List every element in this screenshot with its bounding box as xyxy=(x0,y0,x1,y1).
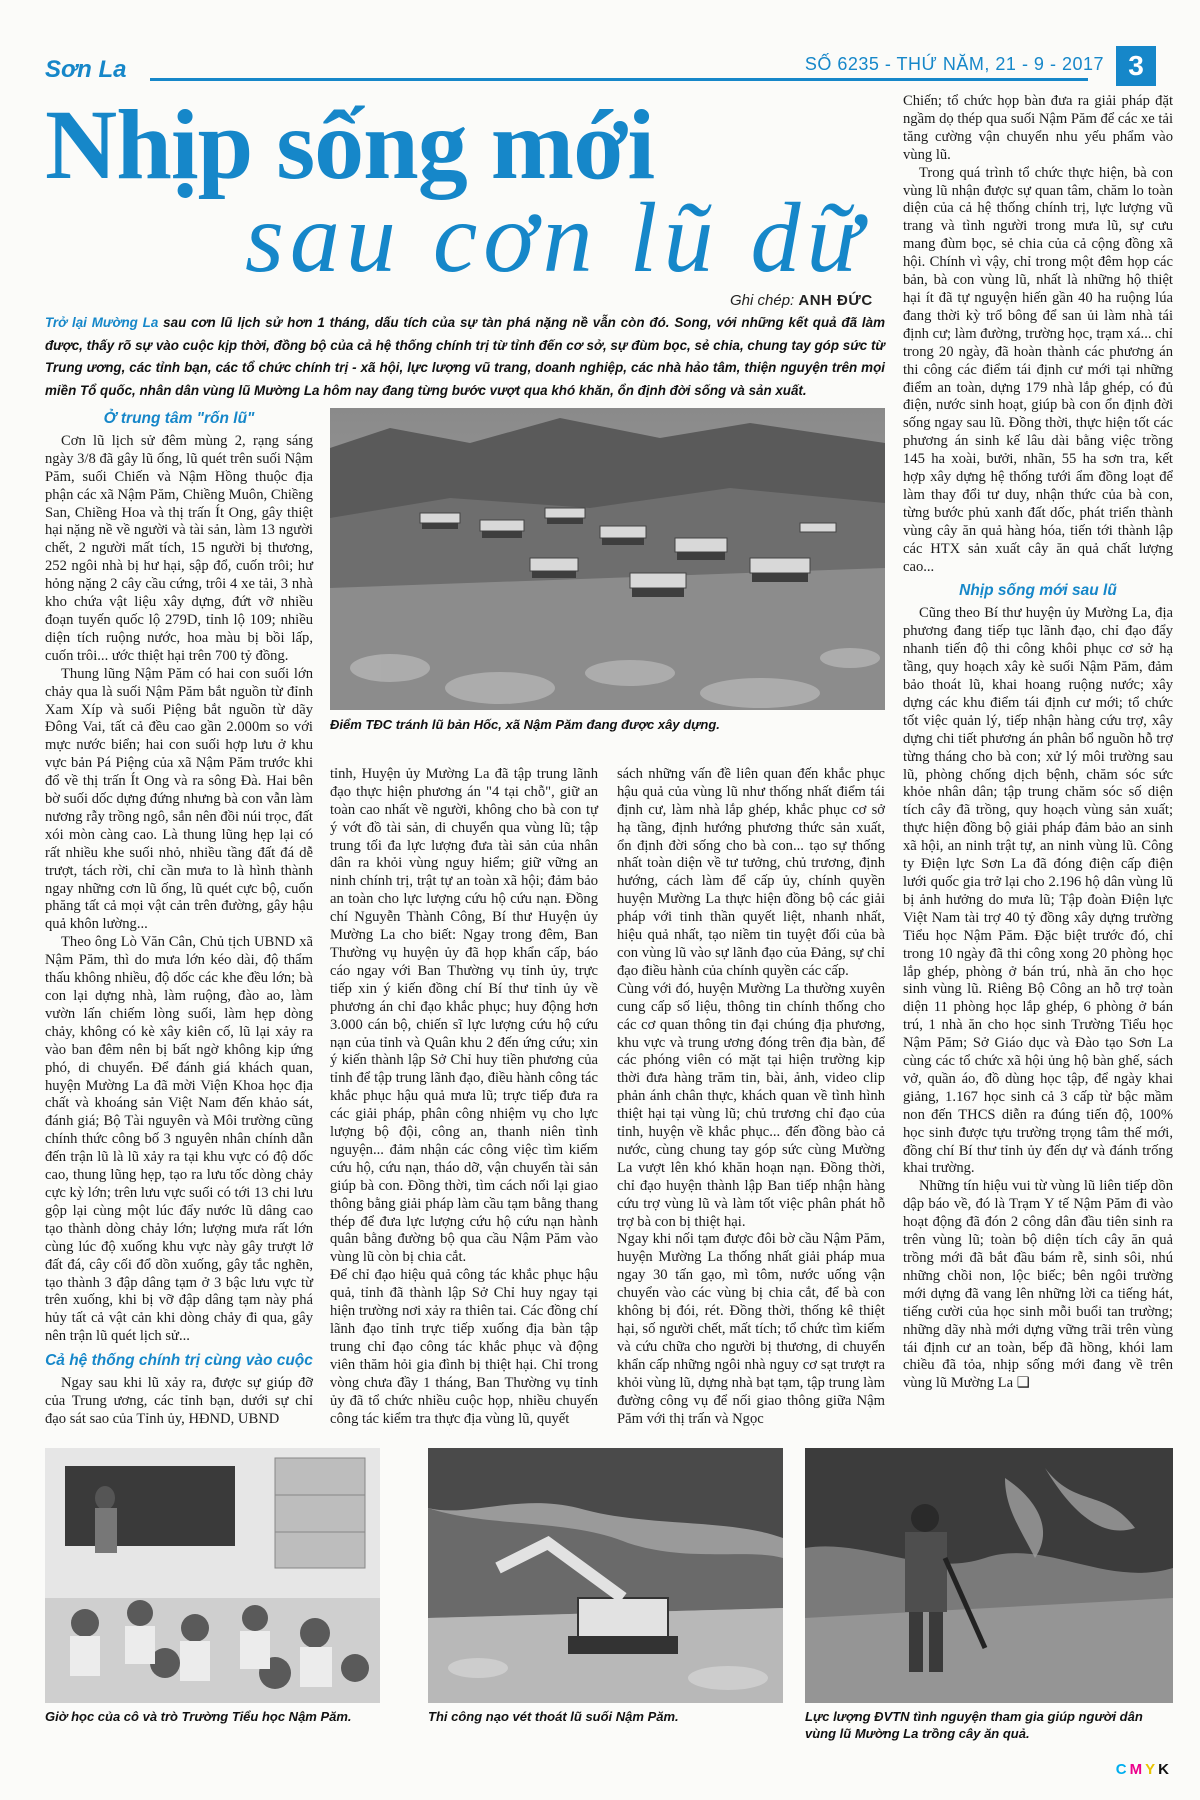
paragraph: Cơn lũ lịch sử đêm mùng 2, rạng sáng ngày 3/8 đã gây lũ ống, lũ quét trên suối Nậm Păm, suối Chiến và Nậm Hồng thuộc địa phận các xã Nậm Păm, Chiềng Muôn, Chiềng San, Chiềng Hoa và thị trấn Ít Ong, gây thiệt hại nặng nề về người và tài sản, làm 13 người chết, 2 người mất tích, 15 người bị thương, 252 ngôi nhà bị hư hại, sập đổ, cuốn trôi; hư hỏng nặng 2 cây cầu cứng, trôi 4 xe tải, 3 nhà kho chứa vật liệu xây dựng, đứt vỡ nhiều đoạn tuyến quốc lộ 279D, tỉnh lộ 109; nhiều diện tích ruộng nước, hoa màu bị bồi lấp, cuốn trôi... ước thiệt hại trên 700 tỷ đồng. xyxy=(45,432,313,664)
headline-line-1: Nhịp sống mới xyxy=(45,89,655,200)
cmyk-c: C xyxy=(1115,1761,1130,1778)
lead-text: sau cơn lũ lịch sử hơn 1 tháng, dấu tích của sự tàn phá nặng nề vẫn còn đó. Song, với những kết quả đã làm được, thấy rõ sự vào cuộc kịp thời, đồng bộ của cả hệ thống chính trị từ tỉnh đến cơ sở, sự đùm bọc, sẻ chia, chung tay góp sức từ Trung ương, các tỉnh bạn, các tổ chức chính trị - xã hội, lực lượng vũ trang, doanh nghiệp, các nhà hảo tâm, thiện nguyện trên mọi miền Tổ quốc, nhân dân vùng lũ Mường La hôm nay đang từng bước vượt qua khó khăn, ổn định đời sống và sản xuất. xyxy=(45,315,885,398)
paragraph: Những tín hiệu vui từ vùng lũ liên tiếp dồn dập báo về, đó là Trạm Y tế Nậm Păm đi vào hoạt động đã đón 2 công dân đầu tiên sinh ra trên vùng lũ; toàn bộ diện tích cây ăn quả trồng mới đã bắt đầu bám rễ, sinh sôi, nhú những chồi non, lộc biếc; bên ngôi trường mới dựng đã vang lên những lời ca tiếng hát, tiếng cười của học sinh mỗi buổi tan trường; những dãy nhà mới dựng vững trãi trên vùng tái định cư an toàn, bếp đã hồng, khói lam chiều đã tỏa, nhịp sống mới đang về trên vùng lũ Mường La ❑ xyxy=(903,1178,1173,1392)
caption-excavation: Thi công nạo vét thoát lũ suối Nậm Păm. xyxy=(428,1709,679,1724)
paragraph: Cũng theo Bí thư huyện ủy Mường La, địa phương đang tiếp tục lãnh đạo, chỉ đạo đẩy nhanh tiến độ thi công khôi phục cơ sở hạ tầng, quy hoạch xây kè suối Nậm Păm, đảm bảo thoát lũ, khai hoang ruộng nước; xây dựng các khu điểm tái định cư mới; tổ chức tốt việc quản lý, tiếp nhận hàng cứu trợ, xây dựng chi tiết phương án phân bổ nguồn hỗ trợ từng tháng cho bà con; xử lý môi trường sau lũ, phòng chống dịch bệnh, chăm sóc sức khỏe nhân dân; tập trung chăm sóc số diện tích cây đã trồng, quy hoạch vùng sản xuất; thực hiện đồng bộ giải pháp đảm bảo an sinh xã hội, an ninh trật tự, an ninh vùng lũ. Công ty Điện lực Sơn La đã đóng điện cấp điện lưới quốc gia trở lại cho 2.196 hộ dân vùng lũ bị ảnh hưởng do mưa lũ; Tập đoàn Điện lực Việt Nam tài trợ 40 tỷ đồng xây dựng trường Tiểu học Nậm Păm. Đặc biệt trước đó, chỉ trong 10 ngày đã thi công xong 20 phòng học lắp ghép, phòng ở bán trú, nhà ăn cho học sinh vùng lũ. Riêng Bộ Công an hỗ trợ toàn diện 11 phòng học lắp ghép, 6 phòng ở bán trú, 1 nhà ăn cho học sinh Trường Tiểu học Nậm Păm; Sở Giáo dục và Đào tạo Sơn La cùng các tổ chức xã hội ủng hộ bàn ghế, sách vở, quần áo, đồ dùng học tập, để ngày khai giảng, 1.167 học sinh cả 3 cấp từ bậc mầm non đến THCS diễn ra đúng tiến độ, 100% học sinh được tựu trường trọng tâm thế mới, đồng chí Bí thư tỉnh ủy đến dự và đánh trống khai trường. xyxy=(903,605,1173,1177)
section-name: Sơn La xyxy=(45,56,127,83)
column-3 xyxy=(617,748,885,1446)
photo-excavation xyxy=(428,1448,783,1703)
subheading-flood-center: Ở trung tâm "rốn lũ" xyxy=(103,410,255,427)
page-number: 3 xyxy=(1116,46,1156,86)
photo-resettlement-site xyxy=(330,408,885,710)
byline xyxy=(730,292,873,309)
headline-line-2: sau cơn lũ dữ xyxy=(245,182,867,293)
lead-first-words: Trở lại Mường La xyxy=(45,315,159,330)
paragraph: Ngay sau khi lũ xảy ra, được sự giúp đỡ của Trung ương, các tỉnh bạn, dưới sự chỉ đạo sát sao của Tỉnh ủy, HĐND, UBND xyxy=(45,1375,313,1427)
photo-classroom xyxy=(45,1448,380,1703)
photo-planting xyxy=(805,1448,1173,1703)
cmyk-y: Y xyxy=(1145,1761,1159,1778)
column-1 xyxy=(45,408,313,1429)
paragraph-block: sách những vấn đề liên quan đến khắc phục hậu quả của vùng lũ như thống nhất điểm tái định cư, làm nhà lắp ghép, khắc phục cơ sở hạ tầng, định hướng phương thức sản xuất, ổn định đời sống cho bà con... tạo sự thống nhất toàn diện về tư tưởng, chủ trương, định hướng, cách làm để cấp ủy, chính quyền huyện Mường La thực hiện đồng bộ các giải pháp với tinh thần quyết liệt, nhanh nhất, hiệu quả nhất, tạo niềm tin tuyệt đối của bà con vùng lũ vào sự lãnh đạo của Đảng, sự chỉ đạo điều hành của chính quyền các cấp. Cùng với đó, huyện Mường La thường xuyên cung cấp số liệu, thông tin chính thống cho các cơ quan thông tin đại chúng địa phương, khu vực và trung ương đóng trên địa bàn, để các phóng viên có mặt tại hiện trường kịp thời đưa hàng trăm tin, bài, ảnh, video clip phản ánh chân thực, khách quan về tình hình thiệt hại tại vùng lũ; chủ trương chỉ đạo của tỉnh, huyện về khắc phục... đến đồng bào cả nước, cùng chung tay góp sức cùng Mường La vượt lên khó khăn hoạn nạn. Đồng thời, chỉ đạo huyện thành lập Ban tiếp nhận hàng cứu trợ vùng lũ và làm tốt việc phân phát hỗ trợ bà con bị thiệt hại. Ngay khi nối tạm được đôi bờ cầu Nậm Păm, huyện Mường La thống nhất giải pháp mua ngay 30 tấn gạo, mì tôm, nước uống vận chuyển vào các vùng bị chia cắt, để bà con không bị đói, rét. Đồng thời, thống kê thiệt hại, số người chết, mất tích; tổ chức tìm kiếm và cứu chữa cho người bị thương, di chuyển khẩn cấp những ngôi nhà nguy cơ sạt trượt ra khỏi vùng lũ, dựng nhà bạt tạm, tập trung làm đường công vụ để nối giao thông giữa Nậm Păm với thị trấn và Ngọc xyxy=(617,765,885,1427)
paragraph-block: tỉnh, Huyện ủy Mường La đã tập trung lãnh đạo thực hiện phương án "4 tại chỗ", giữ an toàn cao nhất về người, không cho bà con tự ý vớt đồ tài sản, di chuyển qua vùng lũ; tập trung tối đa lực lượng đưa tài sản của nhân dân ra khỏi vùng nguy hiểm; giữ vững an ninh chính trị, trật tự an toàn xã hội; đảm bảo an toàn cho lực lượng cứu hộ cứu nạn. Đồng chí Nguyễn Thành Công, Bí thư Huyện ủy Mường La cho biết: Ngay trong đêm, Ban Thường vụ huyện ủy đã họp khẩn cấp, báo cáo ngay với Ban Thường vụ tỉnh ủy, trực tiếp xin ý kiến đồng chí Bí thư tỉnh ủy về phương án chỉ đạo khắc phục; huy động hơn 3.000 cán bộ, chiến sĩ lực lượng cứu hộ cứu nạn của tỉnh và Quân khu 2 đến ứng cứu; xin ý kiến thành lập Sở Chỉ huy tiền phương của tỉnh để tập trung lãnh đạo, điều hành công tác khắc phục hậu quả mưa lũ; trực tiếp đưa ra các giải pháp, phân công nhiệm vụ cho lực lượng bộ đội, công an, thanh niên tình nguyện... đảm nhận các công việc tìm kiếm cứu hộ, cứu nạn, tháo dỡ, vận chuyển tài sản giúp bà con. Đồng thời, tìm cách nối lại giao thông bằng giải pháp làm cầu tạm bằng thang thép để đưa lực lượng cứu hộ cứu nạn hành quân bằng đường bộ qua cầu Nậm Păm vào vùng lũ còn bị chia cắt. Để chỉ đạo hiệu quả công tác khắc phục hậu quả, tỉnh đã thành lập Sở Chỉ huy ngay tại hiện trường nơi xảy ra thiên tai. Các đồng chí lãnh đạo tỉnh trực tiếp xuống địa bàn tập trung chỉ đạo công tác khắc phục và động viên thăm hỏi gia đình bị thiệt hại. Chỉ trong vòng chưa đầy 1 tháng, Ban Thường vụ tỉnh ủy đã tổ chức nhiều cuộc họp, nhiều chuyến công tác kiểm tra thực địa vùng lũ, quyết xyxy=(330,765,598,1427)
cmyk-marks xyxy=(1116,1761,1172,1778)
caption-planting: Lực lượng ĐVTN tình nguyện tham gia giúp người dân vùng lũ Mường La trồng cây ăn quả. xyxy=(805,1709,1143,1741)
section-rule xyxy=(150,78,1088,81)
paragraph: Thung lũng Nậm Păm có hai con suối lớn chảy qua là suối Nậm Păm bắt nguồn từ đỉnh Xam Xíp và suối Piệng bắt nguồn từ dãy Đông Vai, tất cả đều cao gần 2.000m so với mực nước biển; hai con suối hợp lưu ở khu vực bản Pá Piệng của xã Nậm Păm trước khi đổ về thị trấn Ít Ong và ra sông Đà. Hai bên bờ suối dốc dựng đứng nhưng bà con vẫn làm nương rẫy trồng ngô, sắn nên đồi núi trọc, đất xói mòn càng cao. Là thung lũng hẹp lại có rất nhiều khe suối nhỏ, nhiều tầng đất đá dễ trượt, tách rời, chỉ cần mưa to là hình thành ngay những cơn lũ ống, lũ quét cực bộ, cuốn phăng tất cả mọi vật cản trên đường, gây hậu quả khôn lường... xyxy=(45,665,313,933)
column-2 xyxy=(330,748,598,1446)
caption-classroom: Giờ học của cô và trò Trường Tiểu học Nậm Păm. xyxy=(45,1709,352,1724)
paragraph: Trong quá trình tổ chức thực hiện, bà con vùng lũ nhận được sự quan tâm, chăm lo toàn diện của cả hệ thống chính trị, lực lượng vũ trang và tình người trong mưa lũ, sự cưu mang đùm bọc, sẻ chia của cả cộng đồng xã hội. Chính vì vậy, chỉ trong một đêm họp các bản, bà con vùng lũ, nhất là những hộ thiệt hại ít đã tự nguyện hiến gần 40 ha ruộng lúa đang thời kỳ trổ bông để san ủi làm nhà tái định cư; làm đường, trường học, trạm xá... chỉ trong 20 ngày, đã hoàn thành các phương án thi công các điểm tái định cư mới tại những điểm an toàn, dựng 179 nhà lắp ghép, có đủ điện, nước sinh hoạt, giúp bà con ổn định đời sống ngay sau lũ. Đồng thời, thực hiện tốt các phương án sinh kế lâu dài bằng việc trồng 145 ha xoài, bưởi, nhãn, 55 ha sơn tra, kết hợp xây dựng hệ thống tưới ẩm đồng loạt để làm thay đổi tư duy, nhận thức của bà con, từng bước phủ xanh đất dốc, phát triển thành vùng cây ăn quả hàng hóa, tiến tới thành lập các HTX sản xuất cây ăn quả chất lượng cao... xyxy=(903,164,1173,575)
paragraph: Theo ông Lò Văn Cân, Chủ tịch UBND xã Nậm Păm, thì do mưa lớn kéo dài, độ thẩm thấu không nhiều, độ dốc các khe đều lớn; bà con lại dựng nhà, làm ruộng, đào ao, làm vườn lấn chiếm lòng suối, làm hẹp dòng chảy, không có kè xây kiên cố, lũ lại xảy ra vào ban đêm nên bị bất ngờ không kịp ứng phó, di chuyển. Để đánh giá khách quan, huyện Mường La đã mời Viện Khoa học địa chất và khoáng sản Việt Nam đến khảo sát, đánh giá; Bộ Tài nguyên và Môi trường cũng chính thức công bố 3 nguyên nhân chính dẫn đến trận lũ là lũ xảy ra tại khu vực có độ dốc cao, thung lũng hẹp, tạo ra lưu tốc dòng chảy cực kỳ lớn; trên lưu vực suối có tới 13 chi lưu gộp lại cùng một lúc đẩy nước lũ dâng cao tạo thành dòng chảy lớn; lượng mưa rất lớn cùng lúc độ xuống khu vực này gây trượt lở đất đá, cây cối đổ dồn xuống, gây tắc nghẽn, tạo thành 3 đập dâng tạm ở 3 bậc lưu vực từ trên xuống, khi bị vỡ đập dâng tạm này phá hủy tất cả vật cản khi dòng chảy đi qua, gây nên trận lũ quét lịch sử... xyxy=(45,934,313,1345)
issue-info: SỐ 6235 - THỨ NĂM, 21 - 9 - 2017 xyxy=(804,54,1104,74)
paragraph: Chiến; tổ chức họp bàn đưa ra giải pháp đặt ngầm dọ thép qua suối Nậm Păm để các xe tải tăng cường vận chuyển nhu yếu phẩm vào vùng lũ. xyxy=(903,93,1173,163)
cmyk-m: M xyxy=(1129,1761,1146,1778)
byline-label: Ghi chép: xyxy=(730,292,795,309)
caption-main-photo: Điểm TĐC tránh lũ bản Hốc, xã Nậm Păm đang được xây dựng. xyxy=(330,717,720,732)
article-lead xyxy=(45,312,885,402)
subheading-new-life: Nhịp sống mới sau lũ xyxy=(959,582,1117,600)
cmyk-k: K xyxy=(1158,1761,1172,1778)
subheading-political-system: Cả hệ thống chính trị cùng vào cuộc xyxy=(45,1352,313,1370)
byline-author: ANH ĐỨC xyxy=(798,292,873,309)
column-4 xyxy=(903,93,1173,1393)
